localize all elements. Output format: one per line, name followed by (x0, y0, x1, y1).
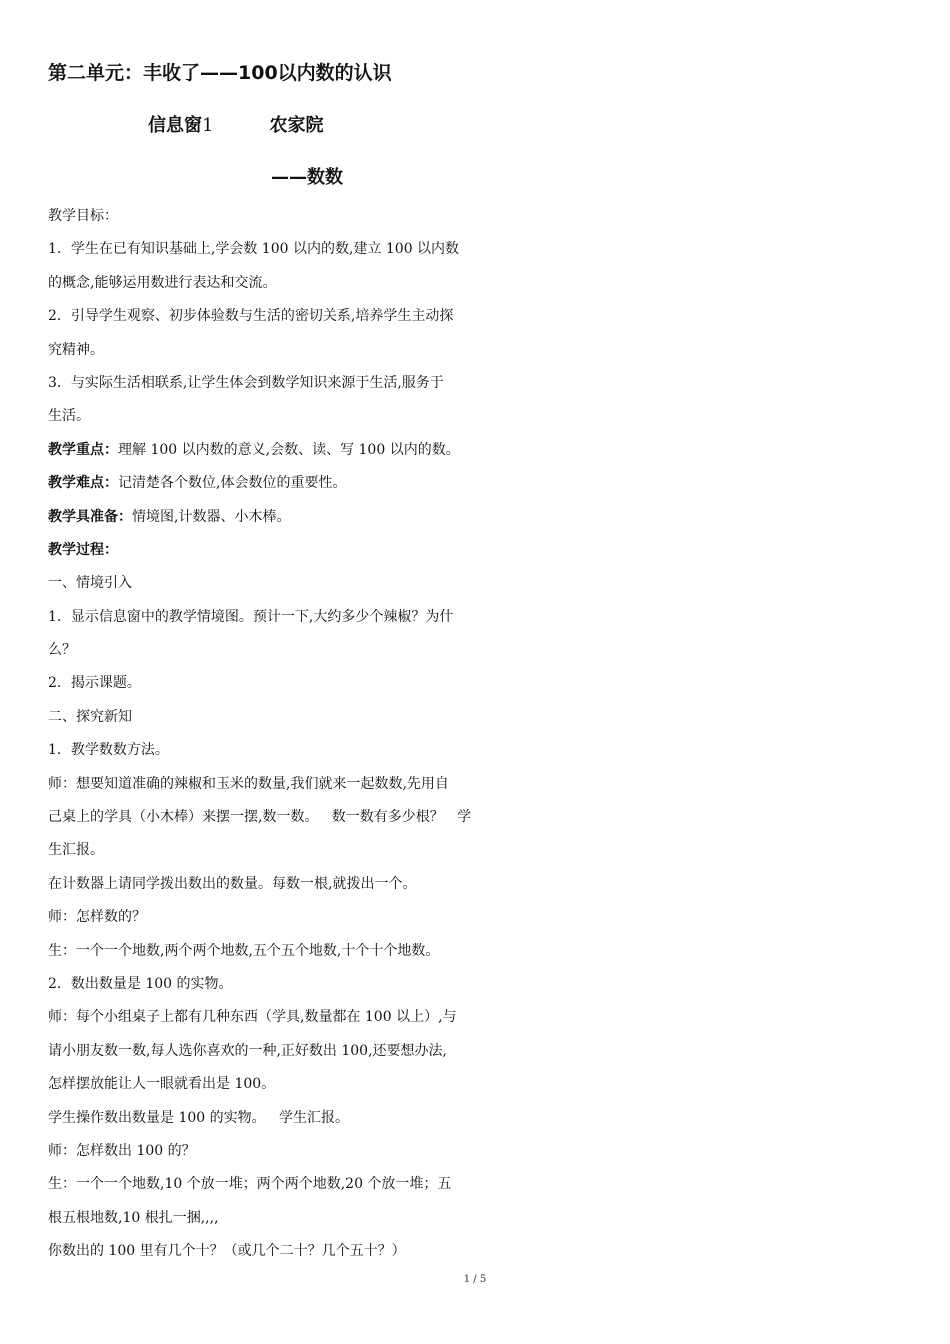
text-line (48, 204, 608, 237)
text-line (48, 1239, 608, 1272)
line-text: 己桌上的学具（小木棒）来摆一摆,数一数。 数一数有多少根？ 学 (48, 809, 472, 826)
line-text: 你数出的 100 里有几个十？（或几个二十？几个五十？） (48, 1243, 406, 1260)
text-line (48, 838, 608, 871)
line-label: 教学重点： (48, 441, 118, 458)
line-text: 生：一个一个地数,两个两个地数,五个五个地数,十个十个地数。 (48, 942, 440, 959)
line-text: 怎样摆放能让人一眼就看出是 100。 (48, 1076, 276, 1093)
line-label: 教学具准备： (48, 508, 132, 525)
line-text: 1．学生在已有知识基础上,学会数 100 以内的数,建立 100 以内数 (48, 241, 460, 258)
line-text: 情境图,计数器、小木棒。 (132, 508, 291, 525)
line-text: 生：一个一个地数,10 个放一堆；两个两个地数,20 个放一堆；五 (48, 1176, 452, 1193)
info-window-label: 信息窗 (148, 115, 202, 136)
line-text: 理解 100 以内数的意义,会数、读、写 100 以内的数。 (118, 441, 460, 458)
info-window-number: 1 (202, 115, 214, 136)
text-line (48, 1039, 608, 1072)
line-text: 2．引导学生观察、初步体验数与生活的密切关系,培养学生主动探 (48, 308, 454, 325)
text-line (48, 939, 608, 972)
text-line (48, 571, 608, 604)
text-line (48, 905, 608, 938)
text-line (48, 638, 608, 671)
line-text: 记清楚各个数位,体会数位的重要性。 (118, 475, 347, 492)
line-text: 3．与实际生活相联系,让学生体会到数学知识来源于生活,服务于 (48, 374, 444, 391)
text-line (48, 471, 608, 504)
document-title: 第二单元：丰收了——100以内数的认识 (48, 62, 392, 84)
line-text: 的概念,能够运用数进行表达和交流。 (48, 274, 277, 291)
line-text: 请小朋友数一数,每人选你喜欢的一种,正好数出 100,还要想办法, (48, 1042, 447, 1059)
text-line (48, 1206, 608, 1239)
line-text: 师：怎样数的？ (48, 909, 146, 926)
line-text: 生活。 (48, 408, 90, 425)
text-line (48, 738, 608, 771)
page-number: 1 / 5 (463, 1274, 487, 1285)
line-text: 师：每个小组桌子上都有几种东西（学具,数量都在 100 以上）,与 (48, 1009, 457, 1026)
text-line (48, 505, 608, 538)
lesson-body (48, 204, 608, 1273)
text-line (48, 1139, 608, 1172)
text-line (48, 271, 608, 304)
line-text: 学生操作数出数量是 100 的实物。 学生汇报。 (48, 1109, 349, 1126)
info-window-heading (148, 111, 323, 137)
text-line (48, 304, 608, 337)
line-text: 2．数出数量是 100 的实物。 (48, 975, 233, 992)
text-line (48, 1172, 608, 1205)
line-text: 一、情境引入 (48, 575, 132, 592)
line-text: 生汇报。 (48, 842, 104, 859)
text-line (48, 772, 608, 805)
line-text: 师：怎样数出 100 的？ (48, 1142, 196, 1159)
text-line (48, 237, 608, 270)
line-text: 根五根地数,10 根扎一捆,,,, (48, 1209, 219, 1226)
line-text: 2．揭示课题。 (48, 675, 141, 692)
line-text: 二、探究新知 (48, 708, 132, 725)
text-line (48, 671, 608, 704)
text-line (48, 972, 608, 1005)
line-text: 在计数器上请同学拨出数出的数量。每数一根,就拨出一个。 (48, 875, 417, 892)
text-line (48, 371, 608, 404)
text-line (48, 872, 608, 905)
line-text: 么？ (48, 642, 76, 659)
line-label: 教学过程： (48, 541, 118, 558)
text-line (48, 1072, 608, 1105)
text-line (48, 1106, 608, 1139)
info-window-place: 农家院 (269, 115, 324, 136)
text-line (48, 404, 608, 437)
line-text: 1．教学数数方法。 (48, 742, 169, 759)
text-line (48, 338, 608, 371)
line-text: 究精神。 (48, 341, 104, 358)
text-line (48, 805, 608, 838)
line-text: 教学目标： (48, 208, 118, 224)
line-text: 师：想要知道准确的辣椒和玉米的数量,我们就来一起数数,先用自 (48, 775, 449, 792)
text-line (48, 705, 608, 738)
text-line (48, 438, 608, 471)
lesson-topic: ——数数 (271, 167, 343, 188)
text-line (48, 538, 608, 571)
text-line (48, 1005, 608, 1038)
line-label: 教学难点： (48, 475, 118, 492)
text-line (48, 605, 608, 638)
line-text: 1．显示信息窗中的教学情境图。预计一下,大约多少个辣椒？为什 (48, 608, 454, 625)
